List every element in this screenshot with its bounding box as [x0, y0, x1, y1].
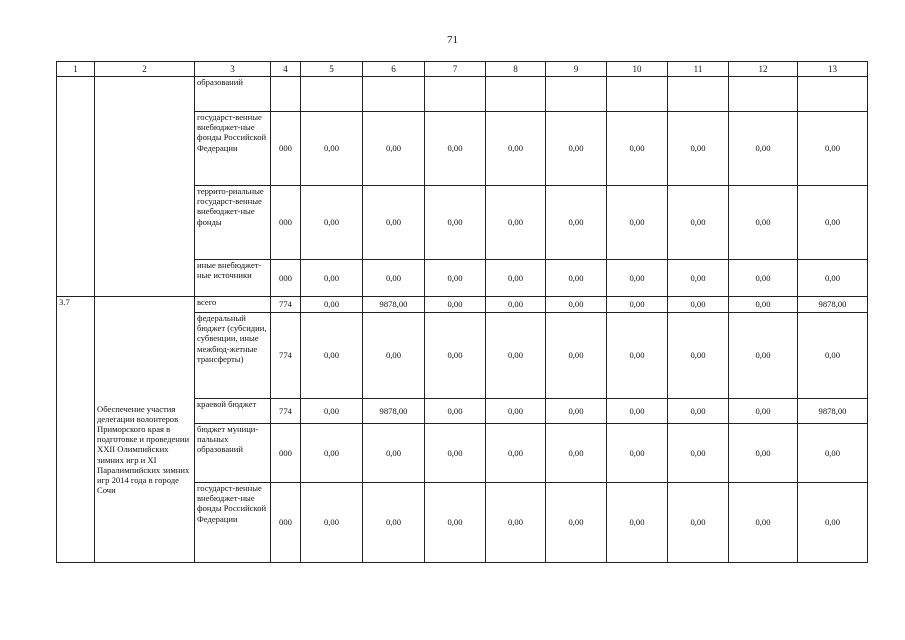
value-cell: 0,00: [486, 483, 546, 563]
value-cell: 0,00: [363, 260, 425, 297]
header-cell: 11: [668, 62, 729, 77]
value-cell: [546, 77, 607, 112]
source-cell: федеральный бюджет (субсидии, субвенции, иные межбюд-жетные трансферты): [195, 313, 271, 399]
value-cell: 0,00: [798, 313, 868, 399]
header-cell: 2: [95, 62, 195, 77]
value-cell: [798, 77, 868, 112]
value-cell: 0,00: [729, 483, 798, 563]
value-cell: 0,00: [607, 260, 668, 297]
value-cell: 0,00: [607, 297, 668, 313]
code-cell: 774: [271, 297, 301, 313]
source-cell: бюджет муници-пальных образований: [195, 424, 271, 483]
value-cell: 0,00: [363, 313, 425, 399]
value-cell: 0,00: [301, 297, 363, 313]
value-cell: 0,00: [729, 424, 798, 483]
value-cell: 0,00: [798, 483, 868, 563]
value-cell: 0,00: [668, 483, 729, 563]
value-cell: 9878,00: [363, 399, 425, 424]
value-cell: 0,00: [607, 399, 668, 424]
value-cell: [363, 77, 425, 112]
source-cell: террито-риальные государст-венные внебюджет-ные фонды: [195, 186, 271, 260]
value-cell: 0,00: [546, 112, 607, 186]
value-cell: 0,00: [546, 313, 607, 399]
value-cell: 0,00: [798, 186, 868, 260]
value-cell: [486, 77, 546, 112]
value-cell: 0,00: [668, 399, 729, 424]
value-cell: 0,00: [668, 112, 729, 186]
header-cell: 10: [607, 62, 668, 77]
value-cell: 0,00: [301, 260, 363, 297]
code-cell: 774: [271, 313, 301, 399]
header-cell: 3: [195, 62, 271, 77]
value-cell: 0,00: [729, 260, 798, 297]
value-cell: 0,00: [425, 112, 486, 186]
header-cell: 6: [363, 62, 425, 77]
table-row: [57, 77, 868, 112]
value-cell: 0,00: [668, 424, 729, 483]
value-cell: 0,00: [729, 297, 798, 313]
header-row: [57, 62, 868, 77]
value-cell: 0,00: [607, 112, 668, 186]
header-cell: 4: [271, 62, 301, 77]
value-cell: 0,00: [363, 424, 425, 483]
code-cell: 774: [271, 399, 301, 424]
value-cell: 9878,00: [798, 399, 868, 424]
value-cell: 0,00: [425, 399, 486, 424]
source-cell: образований: [195, 77, 271, 112]
table-row: [57, 297, 868, 313]
header-cell: 8: [486, 62, 546, 77]
value-cell: 0,00: [486, 424, 546, 483]
value-cell: 0,00: [425, 297, 486, 313]
source-cell: иные внебюджет-ные источники: [195, 260, 271, 297]
value-cell: 0,00: [607, 424, 668, 483]
value-cell: 0,00: [546, 399, 607, 424]
value-cell: 0,00: [301, 399, 363, 424]
value-cell: 0,00: [486, 186, 546, 260]
value-cell: 0,00: [607, 483, 668, 563]
budget-table: [56, 61, 868, 563]
value-cell: 0,00: [729, 186, 798, 260]
value-cell: 0,00: [301, 186, 363, 260]
value-cell: 0,00: [486, 260, 546, 297]
value-cell: 0,00: [363, 186, 425, 260]
value-cell: [668, 77, 729, 112]
code-cell: 000: [271, 424, 301, 483]
value-cell: 0,00: [301, 483, 363, 563]
value-cell: 0,00: [363, 112, 425, 186]
value-cell: 0,00: [486, 112, 546, 186]
code-cell: 000: [271, 483, 301, 563]
code-cell: 000: [271, 112, 301, 186]
source-cell: государст-венные внебюджет-ные фонды Российской Федерации: [195, 112, 271, 186]
value-cell: 0,00: [425, 483, 486, 563]
header-cell: 13: [798, 62, 868, 77]
value-cell: 0,00: [798, 260, 868, 297]
value-cell: 0,00: [668, 297, 729, 313]
empty-cell: [57, 77, 95, 297]
header-cell: 5: [301, 62, 363, 77]
value-cell: 0,00: [486, 313, 546, 399]
header-cell: 12: [729, 62, 798, 77]
value-cell: 0,00: [301, 424, 363, 483]
value-cell: 0,00: [798, 112, 868, 186]
value-cell: 0,00: [546, 297, 607, 313]
value-cell: 0,00: [425, 260, 486, 297]
value-cell: [301, 77, 363, 112]
value-cell: 0,00: [729, 313, 798, 399]
value-cell: 0,00: [425, 313, 486, 399]
page-number: 71: [447, 34, 458, 46]
value-cell: 0,00: [668, 313, 729, 399]
value-cell: 0,00: [486, 297, 546, 313]
value-cell: 9878,00: [798, 297, 868, 313]
value-cell: 0,00: [425, 424, 486, 483]
value-cell: 0,00: [546, 260, 607, 297]
value-cell: 0,00: [546, 483, 607, 563]
value-cell: 0,00: [729, 112, 798, 186]
value-cell: 0,00: [798, 424, 868, 483]
source-cell: краевой бюджет: [195, 399, 271, 424]
value-cell: 0,00: [607, 186, 668, 260]
value-cell: 0,00: [668, 260, 729, 297]
header-cell: 7: [425, 62, 486, 77]
source-cell: государст-венные внебюджет-ные фонды Российской Федерации: [195, 483, 271, 563]
value-cell: 0,00: [301, 112, 363, 186]
value-cell: 9878,00: [363, 297, 425, 313]
section-number: 3.7: [57, 297, 95, 563]
code-cell: 000: [271, 260, 301, 297]
code-cell: 000: [271, 186, 301, 260]
value-cell: [729, 77, 798, 112]
value-cell: 0,00: [425, 186, 486, 260]
value-cell: 0,00: [668, 186, 729, 260]
value-cell: 0,00: [546, 186, 607, 260]
value-cell: 0,00: [546, 424, 607, 483]
value-cell: 0,00: [729, 399, 798, 424]
value-cell: [425, 77, 486, 112]
section-description: Обеспечение участия делегации волонтеров Приморского края в подготовке и проведении XXII Олимпийских зимних игр и XI Паралимпийских зимних игр 2014 года в городе Сочи: [95, 297, 195, 563]
value-cell: 0,00: [363, 483, 425, 563]
empty-cell: [95, 77, 195, 297]
header-cell: 1: [57, 62, 95, 77]
value-cell: [607, 77, 668, 112]
value-cell: 0,00: [301, 313, 363, 399]
value-cell: 0,00: [607, 313, 668, 399]
code-cell: [271, 77, 301, 112]
header-cell: 9: [546, 62, 607, 77]
value-cell: 0,00: [486, 399, 546, 424]
source-cell: всего: [195, 297, 271, 313]
